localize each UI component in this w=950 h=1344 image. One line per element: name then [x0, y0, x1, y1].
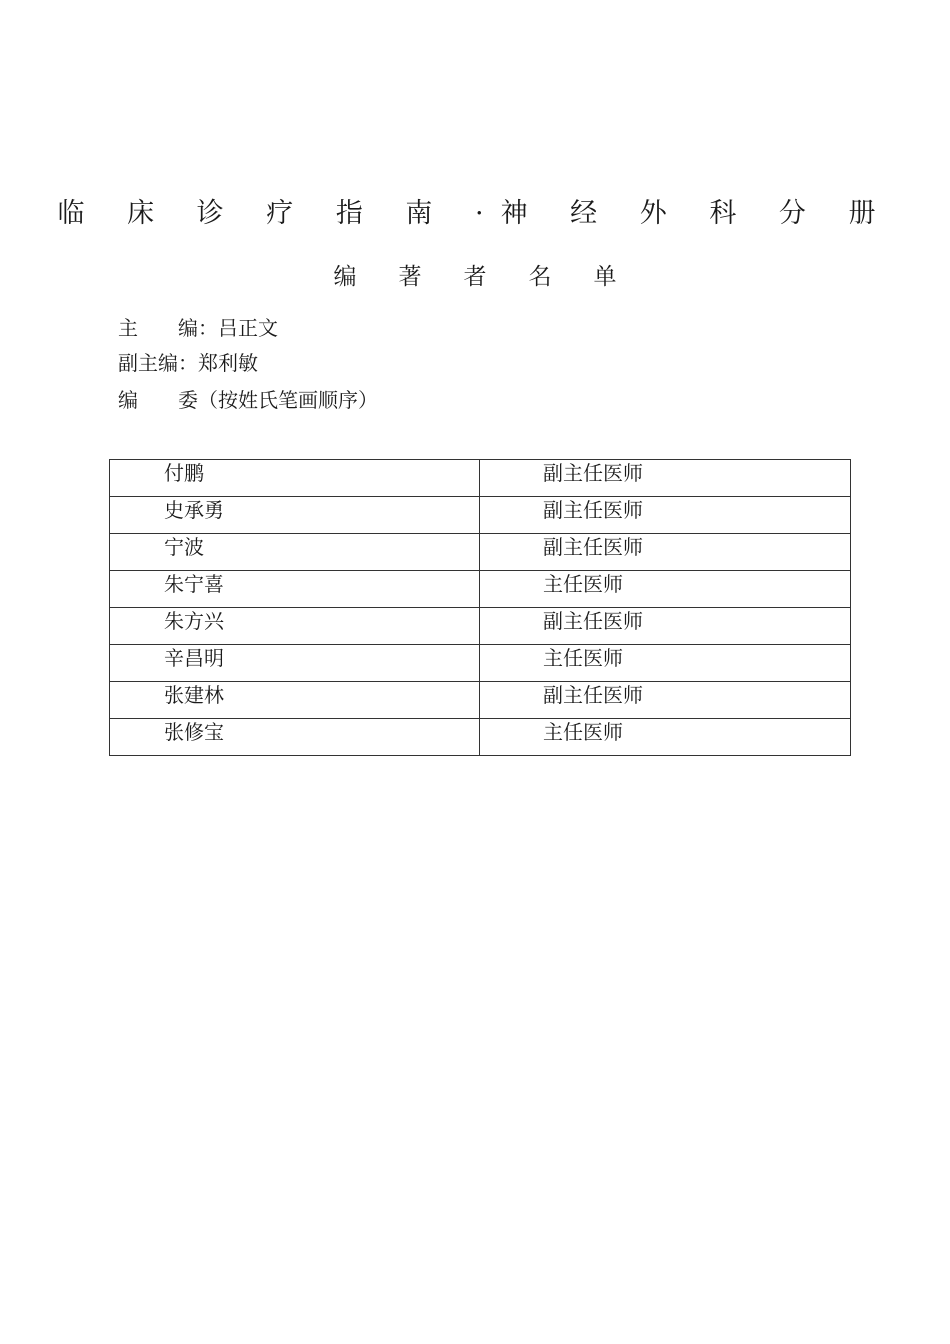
member-title: 主任医师 — [480, 645, 851, 682]
member-name: 辛昌明 — [110, 645, 480, 682]
member-name: 张建林 — [110, 682, 480, 719]
table-row — [110, 608, 851, 645]
member-title: 主任医师 — [480, 571, 851, 608]
editorial-board-line — [118, 386, 378, 414]
member-name: 朱宁喜 — [110, 571, 480, 608]
member-title: 副主任医师 — [480, 682, 851, 719]
member-title: 副主任医师 — [480, 497, 851, 534]
member-name: 付鹏 — [110, 460, 480, 497]
table-row — [110, 534, 851, 571]
table-row — [110, 460, 851, 497]
deputy-editor-line — [118, 349, 258, 377]
document-title: 临 床 诊 疗 指 南 ·神 经 外 科 分 册 — [57, 198, 893, 229]
deputy-editor-name: 郑利敏 — [198, 351, 258, 375]
table-row — [110, 719, 851, 756]
table-row — [110, 571, 851, 608]
table-row — [110, 645, 851, 682]
table-row — [110, 497, 851, 534]
editorial-board-note: （按姓氏笔画顺序） — [198, 388, 378, 412]
member-title: 副主任医师 — [480, 608, 851, 645]
editorial-board-label: 编 委 — [118, 388, 198, 412]
member-name: 史承勇 — [110, 497, 480, 534]
member-name: 张修宝 — [110, 719, 480, 756]
table-row — [110, 682, 851, 719]
chief-editor-name: 吕正文 — [218, 316, 278, 340]
chief-editor-line — [118, 314, 278, 342]
deputy-editor-label: 副主编： — [118, 351, 198, 375]
member-name: 朱方兴 — [110, 608, 480, 645]
member-name: 宁波 — [110, 534, 480, 571]
document-subtitle: 编著者名单 — [333, 264, 659, 290]
member-title: 副主任医师 — [480, 460, 851, 497]
editorial-board-table — [109, 459, 851, 756]
chief-editor-label: 主 编： — [118, 316, 218, 340]
member-title: 副主任医师 — [480, 534, 851, 571]
member-title: 主任医师 — [480, 719, 851, 756]
